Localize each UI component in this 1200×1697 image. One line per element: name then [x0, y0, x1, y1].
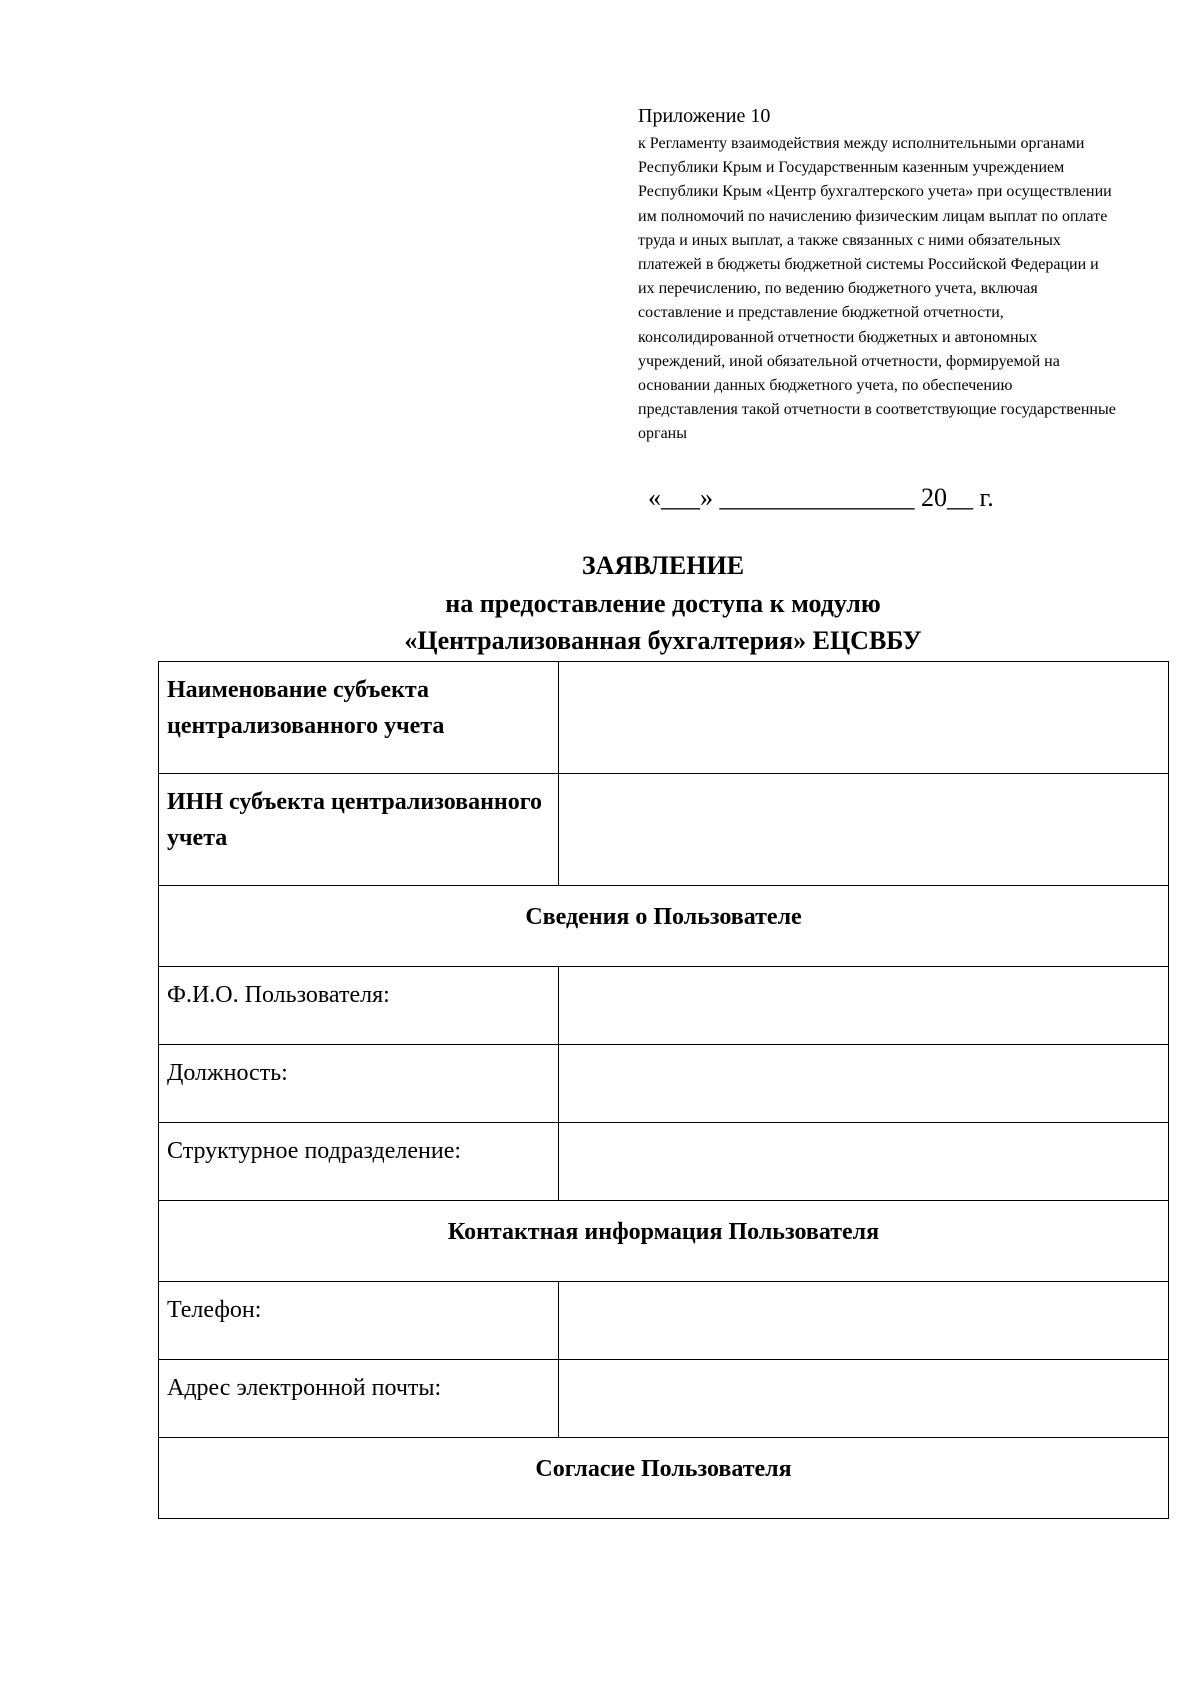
- phone-label: Телефон:: [159, 1282, 559, 1360]
- table-row: [159, 1438, 1169, 1519]
- date-line: «___» _______________ 20__ г.: [648, 483, 994, 512]
- email-field[interactable]: [559, 1360, 1169, 1438]
- table-row: [159, 1201, 1169, 1282]
- appendix-text: к Регламенту взаимодействия между исполнительными органами Республики Крым и Государственным казенным учреждением Республики Крым «Центр бухгалтерского учета» при осуществлении им полномочий по начислению физическим лицам выплат по оплате труда и иных выплат, а также связанных с ними обязательных платежей в бюджеты бюджетной системы Российской Федерации и их перечислению, по ведению бюджетного учета, включая составление и представление бюджетной отчетности, консолидированной отчетности бюджетных и автономных учреждений, иной обязательной отчетности, формируемой на основании данных бюджетного учета, по обеспечению представления такой отчетности в соответствующие государственные органы: [638, 135, 1116, 443]
- table-row: [159, 1123, 1169, 1201]
- table-row: [159, 662, 1169, 774]
- department-field[interactable]: [559, 1123, 1169, 1201]
- section-user-info: Сведения о Пользователе: [159, 886, 1169, 967]
- document-subtitle-line-1: на предоставление доступа к модулю: [445, 589, 881, 618]
- table-row: [159, 967, 1169, 1045]
- subject-inn-label: ИНН субъекта централизованного учета: [159, 774, 559, 886]
- table-row: [159, 1360, 1169, 1438]
- table-row: [159, 1282, 1169, 1360]
- document-subtitle-line-2: «Централизованная бухгалтерия» ЕЦСВБУ: [404, 626, 922, 655]
- section-user-consent: Согласие Пользователя: [159, 1438, 1169, 1519]
- table-row: [159, 886, 1169, 967]
- application-form-table: [158, 661, 1169, 1519]
- position-field[interactable]: [559, 1045, 1169, 1123]
- position-label: Должность:: [159, 1045, 559, 1123]
- document-heading: [158, 547, 1168, 659]
- subject-name-field[interactable]: [559, 662, 1169, 774]
- email-label: Адрес электронной почты:: [159, 1360, 559, 1438]
- table-row: [159, 1045, 1169, 1123]
- section-contact-info: Контактная информация Пользователя: [159, 1201, 1169, 1282]
- appendix-title: Приложение 10: [638, 105, 771, 127]
- fio-field[interactable]: [559, 967, 1169, 1045]
- document-title: ЗАЯВЛЕНИЕ: [581, 551, 745, 580]
- subject-name-label: Наименование субъекта централизованного учета: [159, 662, 559, 774]
- appendix-block: [638, 104, 1118, 447]
- table-row: [159, 774, 1169, 886]
- subject-inn-field[interactable]: [559, 774, 1169, 886]
- department-label: Структурное подразделение:: [159, 1123, 559, 1201]
- fio-label: Ф.И.О. Пользователя:: [159, 967, 559, 1045]
- phone-field[interactable]: [559, 1282, 1169, 1360]
